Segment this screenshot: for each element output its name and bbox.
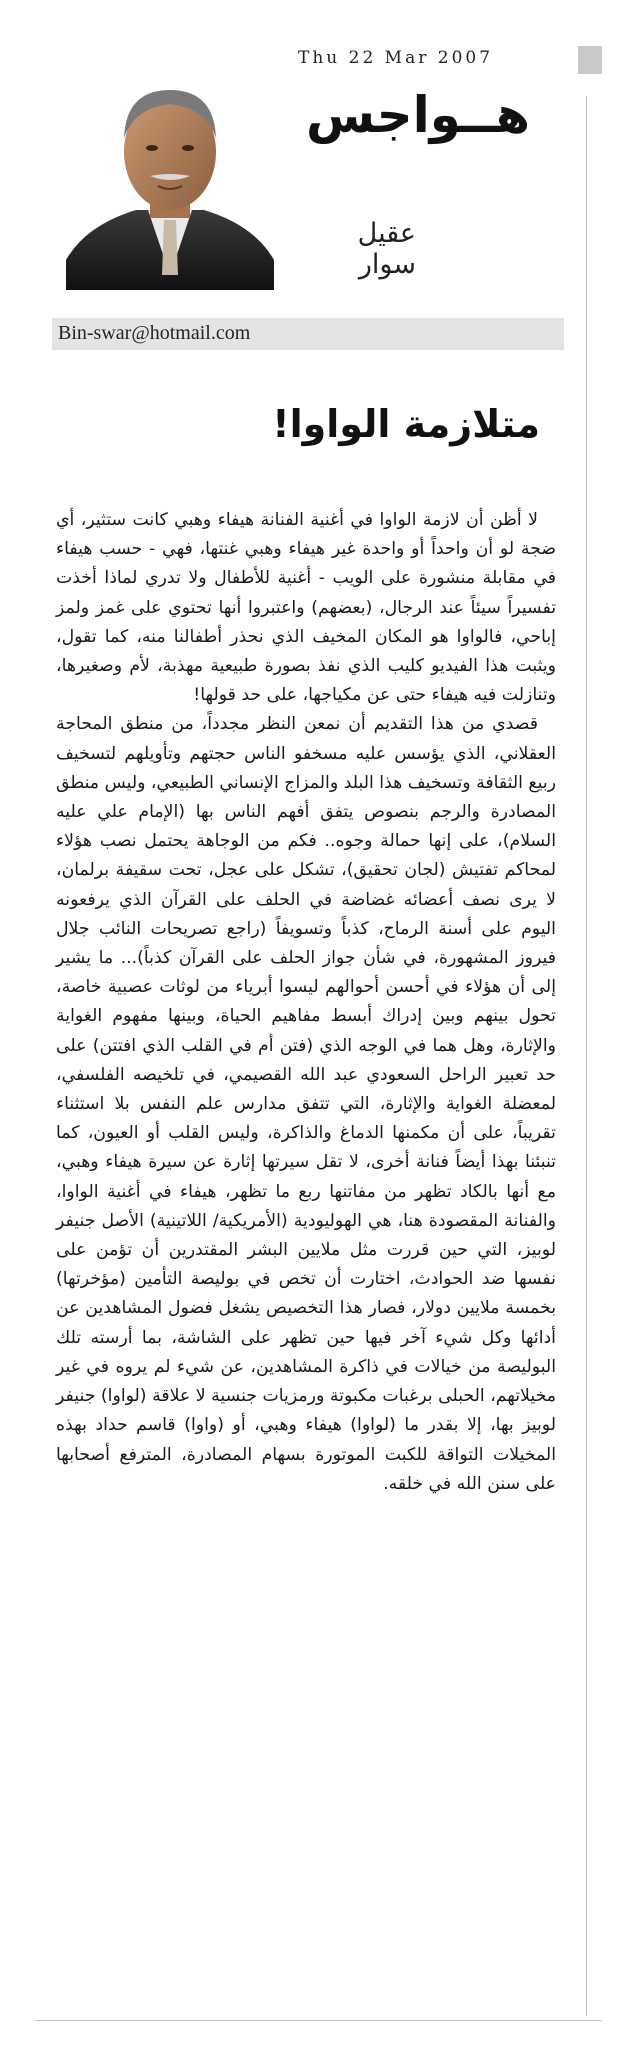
article-headline: متلازمة الواوا! xyxy=(272,402,540,446)
right-column-rule xyxy=(586,96,587,2016)
email-bar xyxy=(52,318,564,350)
author-name: عقيل سوار xyxy=(357,218,416,280)
publication-date: Thu 22 Mar 2007 xyxy=(298,48,494,68)
page-corner-marker xyxy=(578,46,602,74)
article-paragraph-2: قصدي من هذا التقديم أن نمعن النظر مجدداً، من منطق المحاجة العقلاني، الذي يؤسس عليه مسخفو الناس حجتهم وتأويلهم لتسخيف ربيع الثقافة وتسخيف هذا البلد والمزاج الإنساني الطبيعي، وليس منطق المصادرة والرجم بنصوص يتفق أفهم الناس بها (الإمام علي عليه السلام)، على إنها حمالة وجوه.. فكم من الوجاهة يحتمل نصب هؤلاء لمحاكم تفتيش (لجان تحقيق)، تشكل على عجل، تحت سقيفة برلمان، لا يرى نصف أعضائه غضاضة في الحلف على القرآن الذي يرفعونه اليوم على أسنة الرماح، كذباً وتسويفاً (راجع تصريحات النائب جلال فيروز المشهورة، في شأن جواز الحلف على القرآن كذباً)... ما يشير إلى أن هؤلاء في أحسن أحوالهم ليسوا أبرياء من لوثات عصبية خاصة، تحول بينهم وبين إدراك أبسط مفاهيم الحياة، وبينها مفهوم الغواية والإثارة، وهل هما في الوجه الذي (فتن أم في القلب الذي افتتن) على حد تعبير الراحل السعودي عبد الله القصيمي، في تلخيصه الفلسفي، لمعضلة الغواية والإثارة، التي تتفق مدارس علم النفس بلا استثناء تقريباً، على أن مكمنها الدماغ والذاكرة، وليس القلب أو العيون، كما تنبئنا بهذا أيضاً فنانة أخرى، لا تقل سيرتها إثارة عن سيرة هيفاء وهبي، مع أنها بالكاد تظهر من مفاتنها ربع ما تظهر، هيفاء في أغنية الواوا، والفنانة المقصودة هنا، هي الهوليودية (الأمريكية/ اللاتينية) الأصل جنيفر لوبيز، التي حين قررت مثل ملايين البشر المقتدرين أن تؤمن على نفسها ضد الحوادث، اختارت أن تخص في بوليصة التأمين (مؤخرتها) بخمسة ملايين دولار، فصار هذا التخصيص يشغل فضول المشاهدين عن أدائها وكل شيء آخر فيها حين تظهر على الشاشة، بما أرسته تلك البوليصة من خيالات في ذاكرة المشاهدين، عن شيء لم يروه في غير مخيلاتهم، الحبلى برغبات مكبوتة ورمزيات جنسية لا علاقة (لواوا) جنيفر لوبيز بها، إلا بقدر ما (لواوا) هيفاء وهبي، أو (واوا) قاسم حداد بهذه المخيلات التواقة للكبت الموتورة بسهام المصادرة، المترفع أصحابها على سنن الله في خلقه. xyxy=(56,714,556,1494)
column-title: هــواجس xyxy=(305,86,530,144)
bottom-rule xyxy=(36,2020,602,2021)
article-paragraph-1: لا أظن أن لازمة الواوا في أغنية الفنانة هيفاء وهبي كانت ستثير، أي ضجة لو أن واحداً أو واحدة غير هيفاء وهبي غنتها، فهي - حسب هيفاء في مقابلة منشورة على الويب - أغنية للأطفال ولا تدري لماذا أخذت تفسيراً سيئاً عند الرجال، (بعضهم) واعتبروا أنها تحتوي على غمز ولمز إباحي، فالواوا هو المكان المخيف الذي نحذر أطفالنا منه، كما تقول، ويثبت هذا الفيديو كليب الذي نفذ بصورة طبيعية مهذبة، لأم وصغيرها، وتنازلت فيه هيفاء حتى عن مكياجها، على حد قولها! xyxy=(56,510,556,706)
author-photo xyxy=(66,60,274,290)
author-email[interactable]: Bin-swar@hotmail.com xyxy=(58,322,251,344)
article-body xyxy=(56,506,556,1499)
